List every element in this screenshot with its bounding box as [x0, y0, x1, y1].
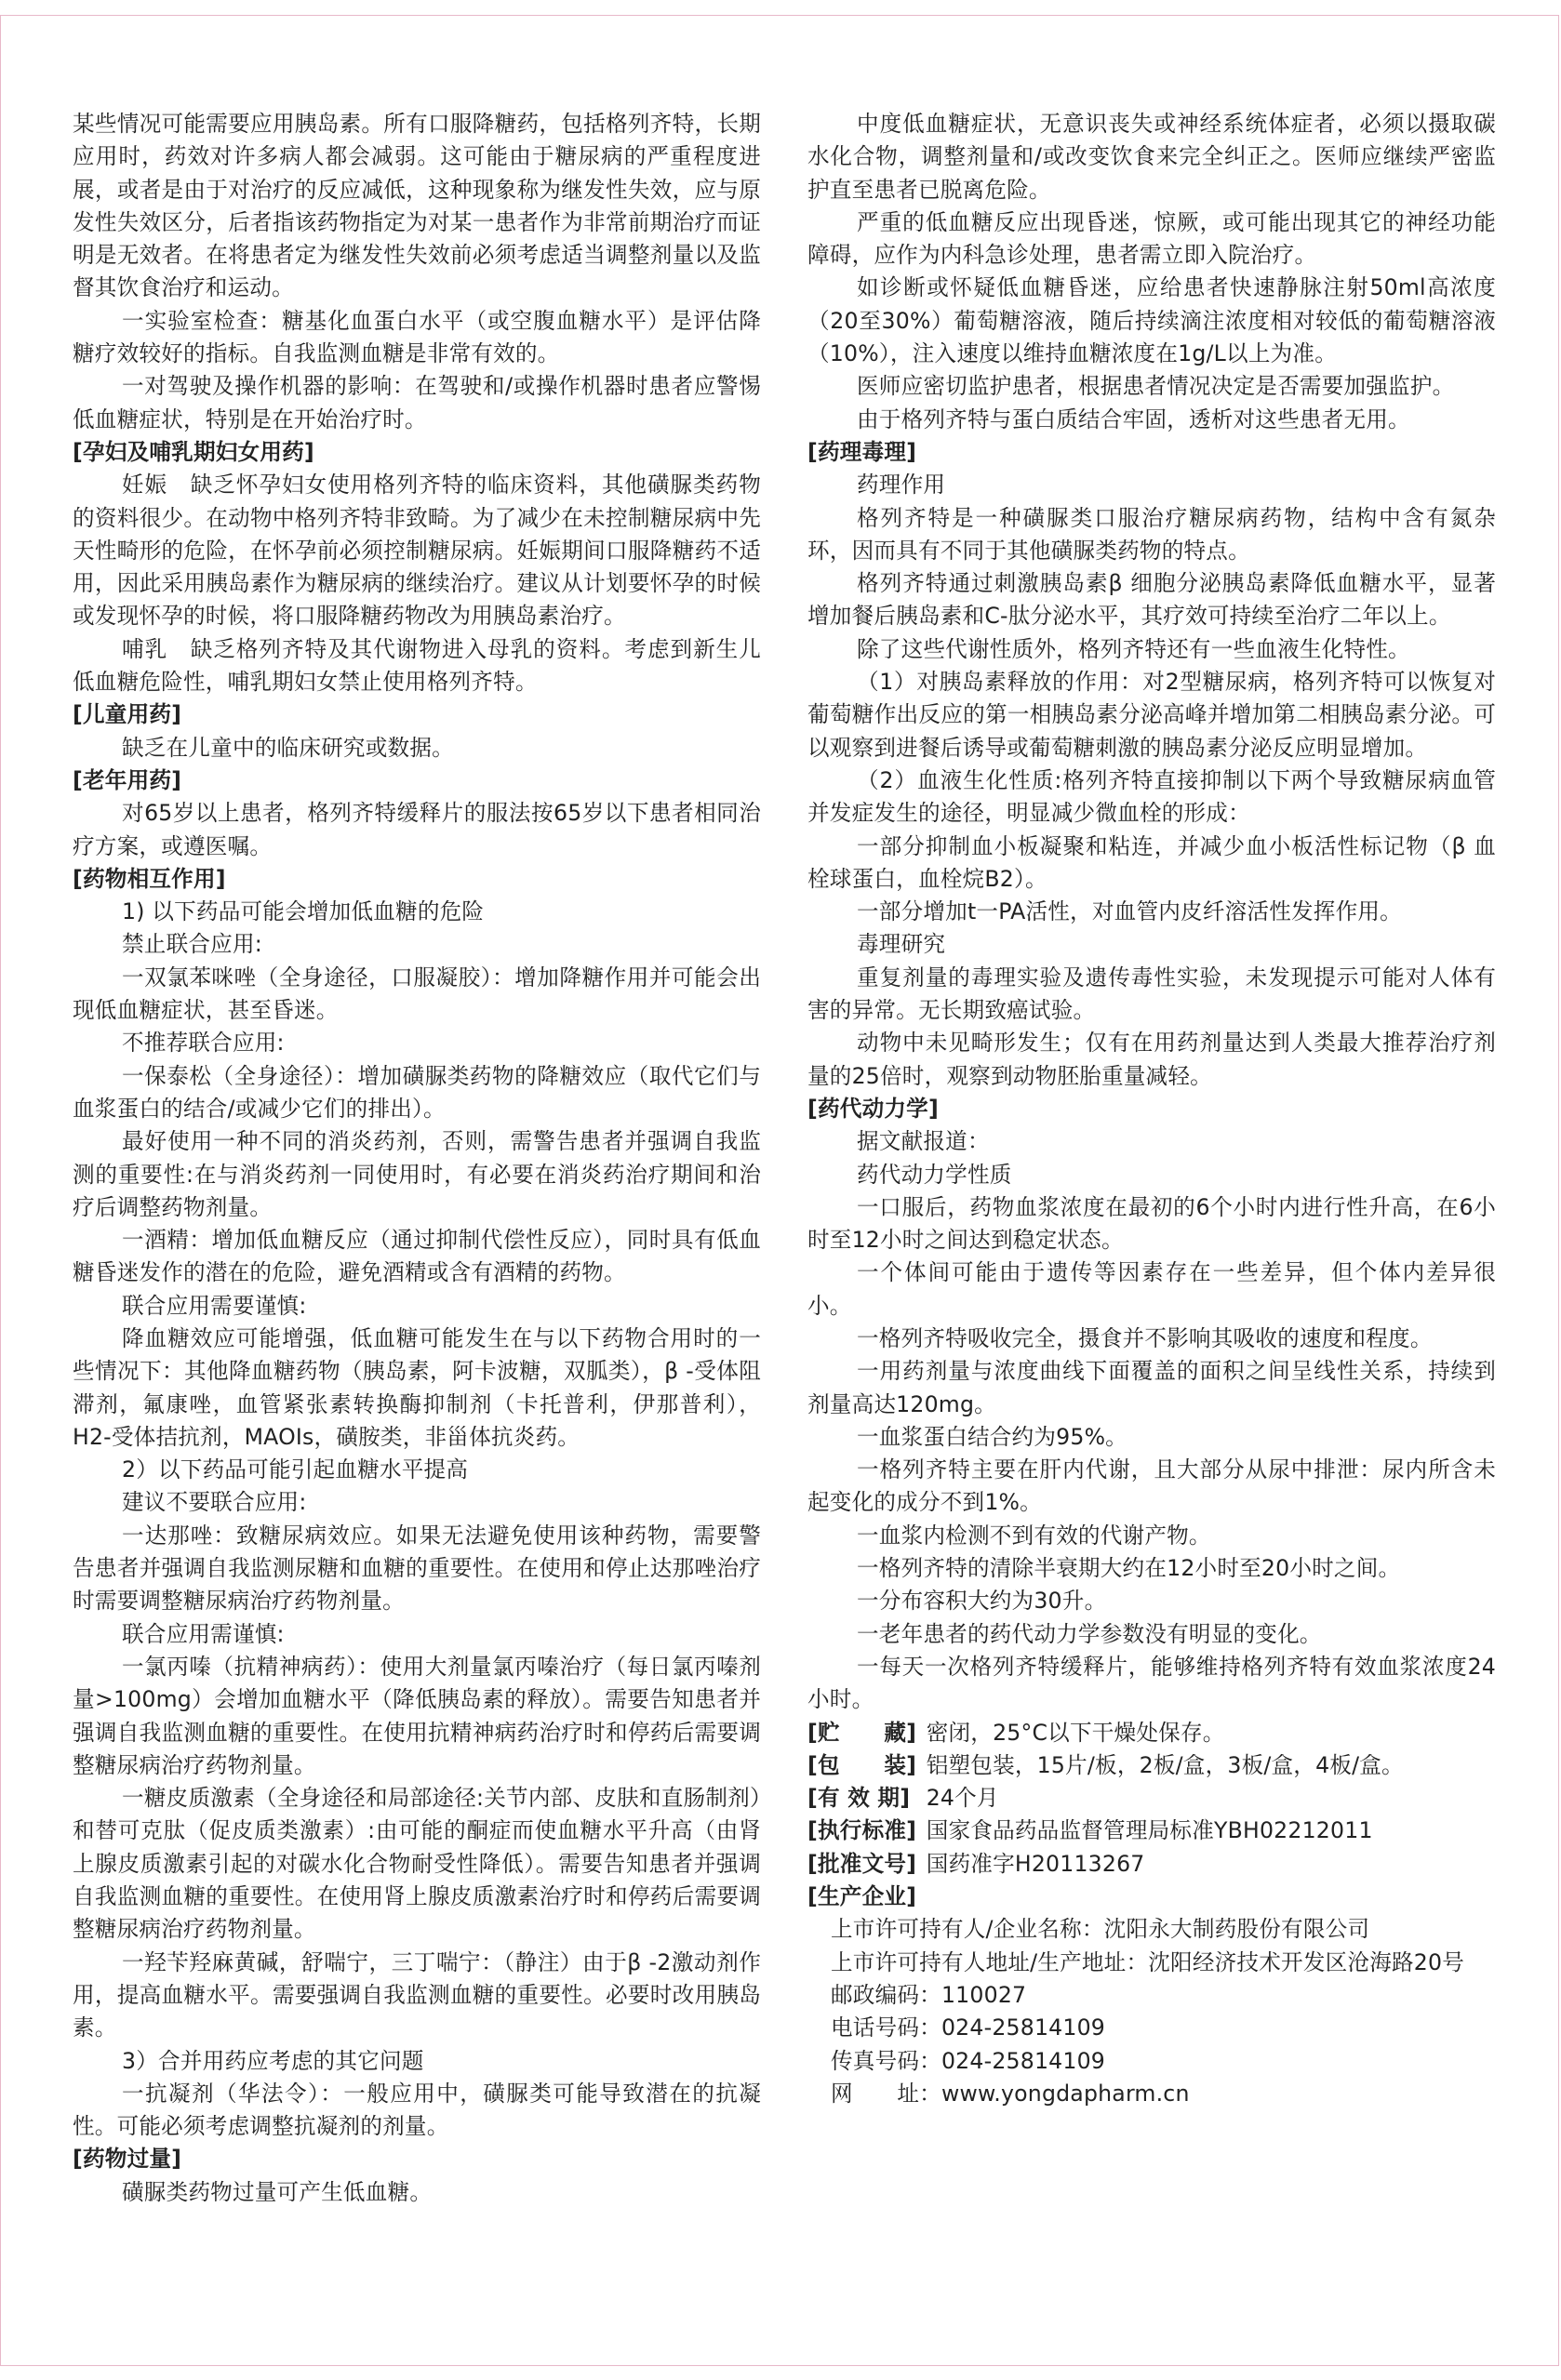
paragraph: 建议不要联合应用: [122, 1489, 307, 1516]
paragraph: 哺乳 缺乏格列齐特及其代谢物进入母乳的资料。考虑到新生儿低血糖危险性，哺乳期妇女禁止使用格列齐特。 [73, 635, 761, 696]
package-value: 铝塑包装，15片/板，2板/盒，3板/盒，4板/盒。 [926, 1751, 1404, 1778]
paragraph: 缺乏在儿童中的临床研究或数据。 [122, 734, 454, 761]
standard-value: 国家食品药品监督管理局标准YBH02212011 [926, 1817, 1373, 1844]
paragraph: 中度低血糖症状，无意识丧失或神经系统体症者，必须以摄取碳水化合物，调整剂量和/或改变饮食来完全纠正之。医师应继续严密监护直至患者已脱离危险。 [807, 111, 1496, 203]
fax-number: 传真号码：024-25814109 [831, 2047, 1106, 2074]
paragraph: 1) 以下药品可能会增加低血糖的危险 [122, 898, 485, 925]
paragraph: 格列齐特通过刺激胰岛素β 细胞分泌胰岛素降低血糖水平，显著增加餐后胰岛素和C-肽分泌水平，其疗效可持续至治疗二年以上。 [807, 570, 1496, 630]
expiry-row [807, 1782, 1496, 1815]
paragraph: 除了这些代谢性质外，格列齐特还有一些血液生化特性。 [857, 635, 1410, 662]
paragraph: 毒理研究 [857, 931, 946, 958]
section-heading: [药物相互作用] [73, 865, 226, 892]
paragraph: 一氯丙嗪（抗精神病药）：使用大剂量氯丙嗪治疗（每日氯丙嗪剂量>100mg）会增加血糖水平（降低胰岛素的释放）。需要告知患者并强调自我监测血糖的重要性。在使用抗精神病药治疗时和停药后需要调整糖尿病治疗药物剂量。 [73, 1653, 761, 1778]
paragraph: 一部分抑制血小板凝聚和粘连，并减少血小板活性标记物（β 血栓球蛋白，血栓烷B2）。 [807, 832, 1496, 892]
paragraph: 一抗凝剂（华法令）：一般应用中，磺脲类可能导致潜在的抗凝性。可能必须考虑调整抗凝剂的剂量。 [73, 2080, 761, 2140]
paragraph: 一对驾驶及操作机器的影响：在驾驶和/或操作机器时患者应警惕低血糖症状，特别是在开始治疗时。 [73, 373, 761, 432]
standard-label: [执行标准] [807, 1817, 917, 1844]
paragraph: 一格列齐特主要在肝内代谢，且大部分从尿中排泄：尿内所含未起变化的成分不到1%。 [807, 1456, 1496, 1516]
section-heading: [药物过量] [73, 2146, 182, 2173]
paragraph: 不推荐联合应用: [122, 1030, 285, 1057]
paragraph: （2）血液生化性质:格列齐特直接抑制以下两个导致糖尿病血管并发症发生的途径，明显减少微血栓的形成： [807, 766, 1496, 827]
paragraph: 联合应用需谨慎: [122, 1620, 285, 1647]
paragraph: 最好使用一种不同的消炎药剂，否则，需警告患者并强调自我监测的重要性:在与消炎药剂一同使用时，有必要在消炎药治疗期间和治疗后调整药物剂量。 [73, 1128, 761, 1220]
paragraph: 一羟苄羟麻黄碱，舒喘宁，三丁喘宁：（静注）由于β -2激动剂作用，提高血糖水平。需要强调自我监测血糖的重要性。必要时改用胰岛素。 [73, 1948, 761, 2041]
paragraph: 3）合并用药应考虑的其它问题 [122, 2047, 424, 2074]
postal-code: 邮政编码：110027 [831, 1981, 1027, 2008]
paragraph: 2）以下药品可能引起血糖水平提高 [122, 1456, 469, 1483]
paragraph: 妊娠 缺乏怀孕妇女使用格列齐特的临床资料，其他磺脲类药物的资料很少。在动物中格列齐特非致畸。为了减少在未控制糖尿病中先天性畸形的危险，在怀孕前必须控制糖尿病。妊娠期间口服降糖药不适用，因此采用胰岛素作为糖尿病的继续治疗。建议从计划要怀孕的时候或发现怀孕的时候，将口服降糖药物改为用胰岛素治疗。 [73, 472, 761, 630]
paragraph: 对65岁以上患者，格列齐特缓释片的服法按65岁以下患者相同治疗方案，或遵医嘱。 [73, 800, 761, 859]
paragraph: 一酒精：增加低血糖反应（通过抑制代偿性反应），同时具有低血糖昏迷发作的潜在的危险，避免酒精或含有酒精的药物。 [73, 1227, 761, 1286]
storage-row [807, 1717, 1496, 1749]
expiry-value: 24个月 [926, 1785, 999, 1812]
approval-row [807, 1848, 1496, 1881]
section-heading: [药代动力学] [807, 1095, 939, 1122]
company-address: 上市许可持有人地址/生产地址：沈阳经济技术开发区沧海路20号 [831, 1948, 1464, 1975]
standard-row [807, 1815, 1496, 1847]
paragraph: 一格列齐特吸收完全，摄食并不影响其吸收的速度和程度。 [857, 1324, 1433, 1351]
section-heading: [儿童用药] [73, 701, 182, 728]
paragraph: 据文献报道： [857, 1128, 990, 1155]
storage-label: [贮 藏] [807, 1719, 917, 1746]
paragraph: 一双氯苯咪唑（全身途径，口服凝胶）：增加降糖作用并可能会出现低血糖症状，甚至昏迷。 [73, 964, 761, 1024]
paragraph: 降血糖效应可能增强，低血糖可能发生在与以下药物合用时的一些情况下：其他降血糖药物（胰岛素，阿卡波糖，双胍类），β -受体阻滞剂，氟康唑，血管紧张素转换酶抑制剂（卡托普利，伊那普利），H2-受体拮抗剂，MAOIs，磺胺类，非甾体抗炎药。 [73, 1324, 761, 1450]
section-heading: [老年用药] [73, 766, 182, 793]
package-label: [包 装] [807, 1751, 917, 1778]
section-heading: [孕妇及哺乳期妇女用药] [73, 438, 314, 465]
paragraph: 磺脲类药物过量可产生低血糖。 [122, 2178, 433, 2205]
paragraph: 重复剂量的毒理实验及遗传毒性实验，未发现提示可能对人体有害的异常。无长期致癌试验。 [807, 964, 1496, 1024]
paragraph: 某些情况可能需要应用胰岛素。所有口服降糖药，包括格列齐特，长期应用时，药效对许多病人都会减弱。这可能由于糖尿病的严重程度进展，或者是由于对治疗的反应减低，这种现象称为继发性失效，应与原发性失效区分，后者指该药物指定为对某一患者作为非常前期治疗而证明是无效者。在将患者定为继发性失效前必须考虑适当调整剂量以及监督其饮食治疗和运动。 [73, 111, 761, 301]
storage-value: 密闭，25°C以下干燥处保存。 [926, 1719, 1225, 1746]
paragraph: 一部分增加t一PA活性，对血管内皮纤溶活性发挥作用。 [857, 898, 1402, 925]
paragraph: 一达那唑：致糖尿病效应。如果无法避免使用该种药物，需要警告患者并强调自我监测尿糖和血糖的重要性。在使用和停止达那唑治疗时需要调整糖尿病治疗药物剂量。 [73, 1522, 761, 1615]
paragraph: 一口服后，药物血浆浓度在最初的6个小时内进行性升高，在6小时至12小时之间达到稳定状态。 [807, 1193, 1496, 1254]
paragraph: 药理作用 [857, 472, 946, 499]
approval-value: 国药准字H20113267 [926, 1850, 1145, 1877]
paragraph: 如诊断或怀疑低血糖昏迷，应给患者快速静脉注射50ml高浓度（20至30%）葡萄糖溶液，随后持续滴注浓度相对较低的葡萄糖溶液（10%），注入速度以维持血糖浓度在1g/L以上为准。 [807, 274, 1496, 367]
paragraph: 药代动力学性质 [857, 1161, 1012, 1188]
paragraph: 动物中未见畸形发生；仅有在用药剂量达到人类最大推荐治疗剂量的25倍时，观察到动物胚胎重量减轻。 [807, 1030, 1496, 1089]
paragraph: 严重的低血糖反应出现昏迷，惊厥，或可能出现其它的神经功能障碍，应作为内科急诊处理，患者需立即入院治疗。 [807, 208, 1496, 269]
paragraph: 一分布容积大约为30升。 [857, 1588, 1107, 1615]
paragraph: 一实验室检查：糖基化血蛋白水平（或空腹血糖水平）是评估降糖疗效较好的指标。自我监测血糖是非常有效的。 [73, 307, 761, 367]
phone-number: 电话号码：024-25814109 [831, 2014, 1106, 2041]
paragraph: 一血浆蛋白结合约为95%。 [857, 1423, 1127, 1450]
right-column [807, 108, 1496, 2110]
paragraph: 联合应用需要谨慎: [122, 1292, 307, 1319]
left-column [73, 108, 761, 2209]
paragraph: （1）对胰岛素释放的作用：对2型糖尿病，格列齐特可以恢复对葡萄糖作出反应的第一相胰岛素分泌高峰并增加第二相胰岛素分泌。可以观察到进餐后诱导或葡萄糖刺激的胰岛素分泌反应明显增加。 [807, 669, 1496, 761]
paragraph: 一老年患者的药代动力学参数没有明显的变化。 [857, 1620, 1322, 1647]
paragraph: 禁止联合应用: [122, 931, 262, 958]
paragraph: 一格列齐特的清除半衰期大约在12小时至20小时之间。 [857, 1555, 1401, 1582]
paragraph: 医师应密切监护患者，根据患者情况决定是否需要加强监护。 [857, 373, 1455, 400]
paragraph: 一每天一次格列齐特缓释片，能够维持格列齐特有效血浆浓度24小时。 [807, 1653, 1496, 1713]
website-link[interactable]: 网 址：www.yongdapharm.cn [831, 2080, 1190, 2107]
paragraph: 一用药剂量与浓度曲线下面覆盖的面积之间呈线性关系，持续到剂量高达120mg。 [807, 1358, 1496, 1417]
paragraph: 一个体间可能由于遗传等因素存在一些差异，但个体内差异很小。 [807, 1259, 1496, 1319]
paragraph: 一血浆内检测不到有效的代谢产物。 [857, 1522, 1211, 1549]
approval-label: [批准文号] [807, 1850, 917, 1877]
section-heading: [生产企业] [807, 1883, 917, 1910]
paragraph: 一保泰松（全身途径）：增加磺脲类药物的降糖效应（取代它们与血浆蛋白的结合/或减少它们的排出）。 [73, 1062, 761, 1122]
company-name: 上市许可持有人/企业名称：沈阳永大制药股份有限公司 [831, 1916, 1370, 1943]
paragraph: 一糖皮质激素（全身途径和局部途径:关节内部、皮肤和直肠制剂）和替可克肽（促皮质类激素）:由可能的酮症而使血糖水平升高（由肾上腺皮质激素引起的对碳水化合物耐受性降低）。需要告知患者并强调自我监测血糖的重要性。在使用肾上腺皮质激素治疗时和停药后需要调整糖尿病治疗药物剂量。 [73, 1785, 761, 1943]
section-heading: [药理毒理] [807, 438, 917, 465]
package-row [807, 1749, 1496, 1782]
paragraph: 格列齐特是一种磺脲类口服治疗糖尿病药物，结构中含有氮杂环，因而具有不同于其他磺脲类药物的特点。 [807, 504, 1496, 564]
expiry-label: [有 效 期] [807, 1785, 911, 1812]
paragraph: 由于格列齐特与蛋白质结合牢固，透析对这些患者无用。 [857, 406, 1410, 432]
